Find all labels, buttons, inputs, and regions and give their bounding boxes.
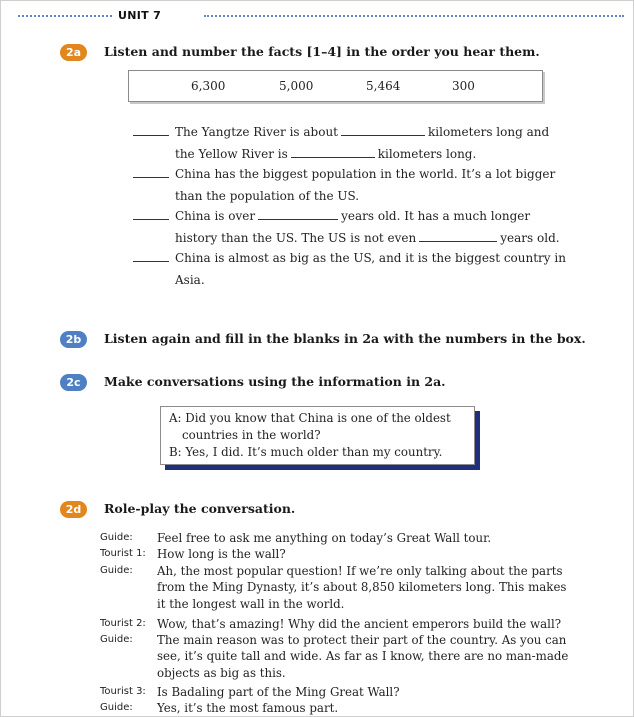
fill-blank[interactable] (419, 240, 497, 242)
unit-header (18, 9, 624, 21)
speaker-label: Guide: (100, 634, 133, 645)
section-badge-2a: 2a (60, 44, 87, 61)
speaker-label: Guide: (100, 565, 133, 576)
conversation-line-a-cont: countries in the world? (182, 428, 321, 442)
section-badge-2b: 2b (60, 331, 87, 348)
speaker-label: Guide: (100, 532, 133, 543)
fact-item (133, 122, 549, 165)
dialogue-turn (100, 530, 491, 546)
dialogue-line: Wow, that’s amazing! Why did the ancient emperors build the wall? (157, 617, 562, 631)
dialogue-turn (100, 700, 338, 716)
instruction-2d: Role-play the conversation. (104, 501, 296, 516)
dialogue-turn (100, 684, 400, 700)
speaker-label: Guide: (100, 702, 133, 713)
dialogue-line: The main reason was to protect their part of the country. As you can (157, 633, 567, 647)
fact-line: China is almost as big as the US, and it is the biggest country in (133, 248, 566, 270)
number-box (128, 70, 543, 102)
dialogue-line: see, it’s quite tall and wide. As far as I know, there are no man-made (157, 649, 569, 664)
number-option: 300 (452, 79, 475, 93)
instruction-2a: Listen and number the facts [1–4] in the order you hear them. (104, 44, 540, 59)
fact-item (133, 164, 555, 207)
section-badge-2d: 2d (60, 501, 87, 518)
fact-line: China is over years old. It has a much longer (133, 206, 560, 228)
conversation-line-a: A: Did you know that China is one of the oldest (169, 411, 451, 425)
fact-line: than the population of the US. (175, 188, 360, 203)
conversation-line-b: B: Yes, I did. It’s much older than my country. (169, 445, 443, 459)
speaker-label: Tourist 1: (100, 548, 146, 559)
dialogue-turn (100, 632, 568, 681)
fill-blank[interactable] (258, 218, 338, 220)
section-badge-2c: 2c (60, 374, 87, 391)
number-option: 6,300 (191, 79, 226, 93)
dialogue-turn (100, 563, 566, 612)
dialogue-line: How long is the wall? (157, 547, 286, 561)
speaker-label: Tourist 2: (100, 618, 146, 629)
fact-line: history than the US. The US is not even years old. (175, 230, 560, 245)
fact-item (133, 248, 566, 291)
number-blank[interactable] (133, 135, 169, 136)
number-blank[interactable] (133, 177, 169, 178)
instruction-2c: Make conversations using the information in 2a. (104, 374, 446, 389)
fact-item (133, 206, 560, 249)
dialogue-turn (100, 616, 561, 632)
dialogue-line: Is Badaling part of the Ming Great Wall? (157, 685, 400, 699)
dialogue-line: Feel free to ask me anything on today’s Great Wall tour. (157, 531, 492, 545)
dotted-rule-left (18, 15, 112, 17)
dialogue-line: Ah, the most popular question! If we’re only talking about the parts (157, 564, 563, 578)
instruction-2b: Listen again and fill in the blanks in 2a with the numbers in the box. (104, 331, 586, 346)
dialogue-line: from the Ming Dynasty, it’s about 8,850 kilometers long. This makes (157, 580, 567, 595)
fact-line: Asia. (175, 272, 205, 287)
dialogue-turn (100, 546, 286, 562)
dotted-rule-right (204, 15, 624, 17)
fact-line: China has the biggest population in the world. It’s a lot bigger (133, 164, 555, 186)
number-blank[interactable] (133, 261, 169, 262)
fill-blank[interactable] (341, 134, 425, 136)
fact-line: The Yangtze River is about kilometers long and (133, 122, 549, 144)
speaker-label: Tourist 3: (100, 686, 146, 697)
dialogue-line: Yes, it’s the most famous part. (157, 701, 339, 715)
fill-blank[interactable] (291, 156, 375, 158)
number-blank[interactable] (133, 219, 169, 220)
dialogue-line: objects as big as this. (157, 665, 286, 680)
dialogue-line: it the longest wall in the world. (157, 596, 345, 611)
fact-line: the Yellow River is kilometers long. (175, 146, 477, 161)
example-conversation-box (160, 406, 475, 465)
number-option: 5,000 (279, 79, 314, 93)
unit-title: UNIT 7 (118, 9, 162, 22)
number-option: 5,464 (366, 79, 401, 93)
